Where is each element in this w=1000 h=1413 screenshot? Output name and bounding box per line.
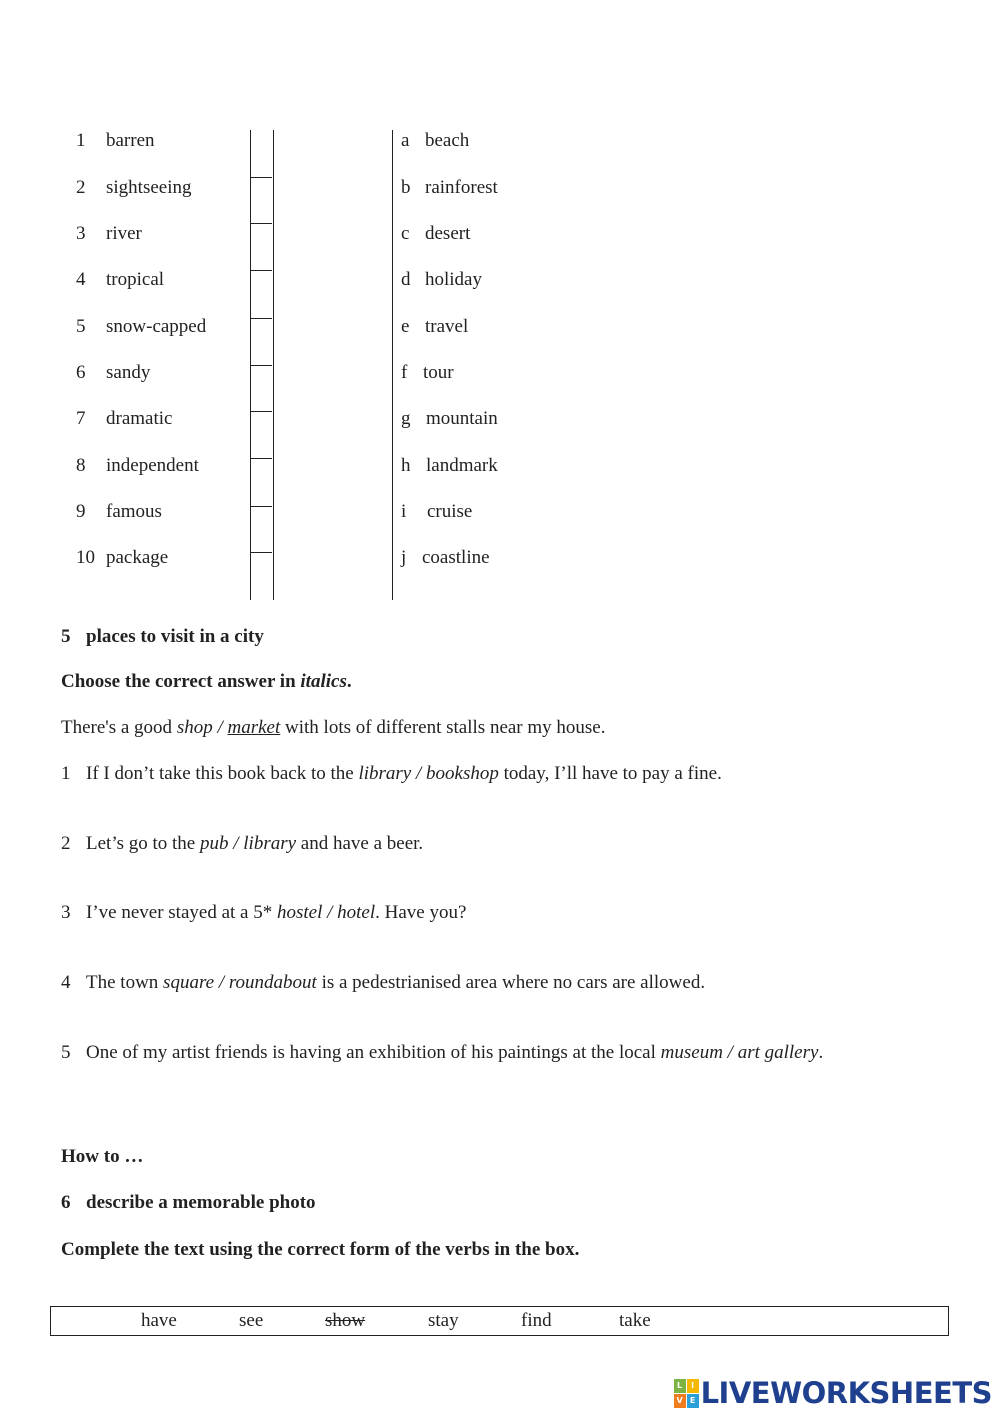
match-right-item: c desert <box>401 223 471 244</box>
how-to-heading: How to … <box>61 1146 144 1167</box>
answer-box-6[interactable] <box>250 365 272 412</box>
liveworksheets-logo <box>674 1376 992 1410</box>
answer-box-4[interactable] <box>250 270 272 317</box>
match-left-item: 7 dramatic <box>76 408 173 429</box>
choice-options[interactable]: hostel / hotel <box>276 902 376 923</box>
match-right-item: b rainforest <box>401 177 498 198</box>
verb-word: stay <box>428 1310 459 1331</box>
verb-box <box>50 1306 949 1336</box>
verb-word: find <box>521 1310 552 1331</box>
match-left-item: 5 snow-capped <box>76 316 207 337</box>
answer-box-7[interactable] <box>250 411 272 458</box>
right-column-divider <box>392 130 393 600</box>
section-6-heading: 6 describe a memorable photo <box>61 1192 316 1213</box>
question-item: 1 If I don’t take this book back to the library / bookshop today, I’ll have to pay a fine. <box>61 763 722 784</box>
match-right-item: d holiday <box>401 269 482 290</box>
section-5-example: There's a good shop / market with lots of different stalls near my house. <box>61 717 606 738</box>
question-item: 5 One of my artist friends is having an exhibition of his paintings at the local museum / art gallery. <box>61 1042 824 1063</box>
answer-box-5[interactable] <box>250 318 272 365</box>
verb-word: see <box>239 1310 264 1331</box>
match-left-item: 1 barren <box>76 130 155 151</box>
verb-word: have <box>141 1310 177 1331</box>
match-right-item: f tour <box>401 362 454 383</box>
match-right-item: e travel <box>401 316 469 337</box>
section-5-instruction: Choose the correct answer in italics. <box>61 671 352 692</box>
section-5-heading: 5 places to visit in a city <box>61 626 264 647</box>
choice-options[interactable]: library / bookshop <box>358 763 499 784</box>
match-left-item: 2 sightseeing <box>76 177 192 198</box>
match-left-item: 3 river <box>76 223 142 244</box>
section-6-instruction: Complete the text using the correct form of the verbs in the box. <box>61 1239 580 1260</box>
verb-word: take <box>619 1310 651 1331</box>
question-item: 3 I’ve never stayed at a 5* hostel / hotel. Have you? <box>61 902 467 923</box>
verb-word-struck: show <box>325 1310 366 1331</box>
match-right-item: h landmark <box>401 455 498 476</box>
answer-box-8[interactable] <box>250 458 272 505</box>
answer-box-right-border <box>273 130 274 600</box>
match-left-item: 8 independent <box>76 455 199 476</box>
match-right-item: i cruise <box>401 501 473 522</box>
answer-box-10[interactable] <box>250 552 272 599</box>
question-item: 2 Let’s go to the pub / library and have a beer. <box>61 833 424 854</box>
match-left-item: 4 tropical <box>76 269 165 290</box>
match-left-item: 10 package <box>76 547 169 568</box>
liveworksheets-logo-text: LIVEWORKSHEETS <box>700 1376 992 1410</box>
liveworksheets-logo-icon: L I V E <box>674 1379 698 1407</box>
match-right-item: j coastline <box>401 547 490 568</box>
match-right-item: g mountain <box>401 408 498 429</box>
match-left-item: 6 sandy <box>76 362 151 383</box>
question-item: 4 The town square / roundabout is a pedestrianised area where no cars are allowed. <box>61 972 706 993</box>
answer-box-3[interactable] <box>250 223 272 270</box>
answer-box-2[interactable] <box>250 177 272 224</box>
choice-options[interactable]: pub / library <box>199 833 297 854</box>
match-left-item: 9 famous <box>76 501 162 522</box>
choice-options[interactable]: square / roundabout <box>163 972 317 993</box>
match-right-item: a beach <box>401 130 470 151</box>
choice-options[interactable]: museum / art gallery <box>660 1042 819 1063</box>
answer-box-9[interactable] <box>250 506 272 553</box>
